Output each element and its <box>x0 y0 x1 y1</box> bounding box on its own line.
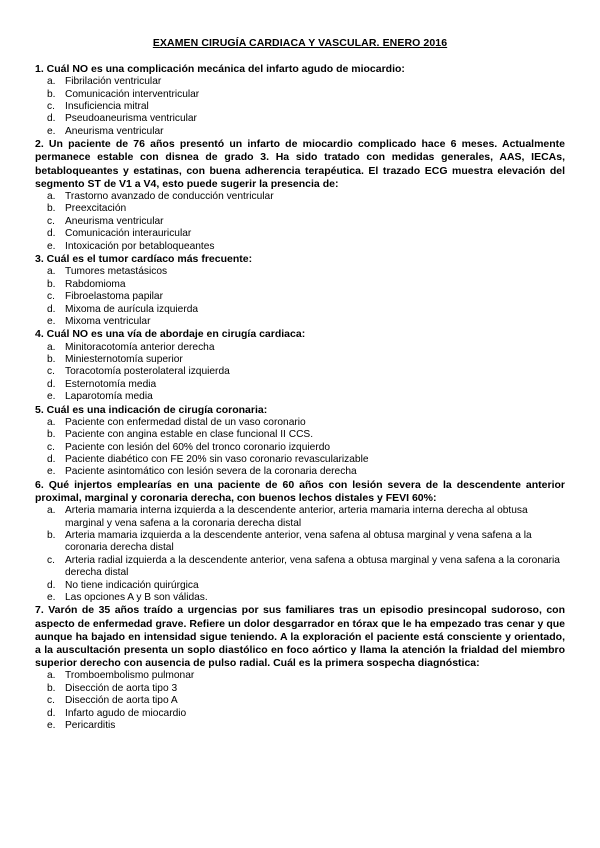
answer-option <box>35 555 565 580</box>
answer-option <box>35 442 565 454</box>
option-letter: c. <box>47 441 55 453</box>
option-letter: b. <box>47 429 56 441</box>
option-text: Arteria radial izquierda a la descendente anterior, vena safena a obtusa marginal y vena safena a la coronaria derecha distal <box>65 554 560 579</box>
option-text: Fibrilación ventricular <box>65 76 162 88</box>
answer-option <box>35 429 565 441</box>
answer-option <box>35 530 565 555</box>
option-letter: c. <box>47 215 55 227</box>
option-text: Mixoma ventricular <box>65 315 151 327</box>
option-text: Arteria mamaria interna izquierda a la descendente anterior, arteria mamaria interna derecha al obtusa marginal y vena safena a la coronaria derecha distal <box>65 505 528 529</box>
answer-option <box>35 228 565 240</box>
question-text: 3. Cuál es el tumor cardíaco más frecuente: <box>35 253 253 266</box>
option-letter: e. <box>47 240 56 252</box>
option-text: Aneurisma ventricular <box>65 215 164 227</box>
question-4 <box>35 328 565 403</box>
option-letter: b. <box>47 682 56 694</box>
answer-option <box>35 126 565 138</box>
option-text: No tiene indicación quirúrgica <box>65 579 199 591</box>
option-text: Las opciones A y B son válidas. <box>65 592 208 604</box>
options-list <box>35 342 565 404</box>
option-text: Toracotomía posterolateral izquierda <box>65 366 230 378</box>
answer-option <box>35 417 565 429</box>
option-text: Miniesternotomía superior <box>65 353 183 365</box>
answer-option <box>35 592 565 604</box>
question-text: 7. Varón de 35 años traído a urgencias por sus familiares tras un episodio presincopal sudoroso, con aspecto de enfermedad grave. Refiere un dolor desgarrador en tórax que le ha empezado tras cenar y que aunque ha bajado en intensidad sigue teniendo. A la exploración el paciente está consciente y orientado, a la auscultación presenta un soplo diastólico en foco aórtico y llama la atención la frialdad del miembro superior derecho con ausencia de pulso radial. Cuál es la primera sospecha diagnóstica: <box>35 604 565 670</box>
option-text: Tumores metastásicos <box>65 266 168 278</box>
answer-option <box>35 101 565 113</box>
answer-option <box>35 304 565 316</box>
option-letter: e. <box>47 592 56 604</box>
answer-option <box>35 720 565 732</box>
option-letter: e. <box>47 315 56 327</box>
option-text: Pericarditis <box>65 720 116 732</box>
option-letter: a. <box>47 416 56 428</box>
option-letter: b. <box>47 353 56 365</box>
options-list <box>35 670 565 732</box>
answer-option <box>35 279 565 291</box>
option-letter: a. <box>47 505 56 517</box>
option-text: Comunicación interventricular <box>65 88 200 100</box>
option-text: Trastorno avanzado de conducción ventricular <box>65 191 274 203</box>
options-list <box>35 191 565 253</box>
option-text: Minitoracotomía anterior derecha <box>65 341 215 353</box>
options-list <box>35 505 565 604</box>
answer-option <box>35 708 565 720</box>
question-6 <box>35 479 565 605</box>
option-text: Comunicación interauricular <box>65 228 192 240</box>
option-letter: c. <box>47 366 55 378</box>
answer-option <box>35 76 565 88</box>
option-text: Arteria mamaria izquierda a la descendente anterior, vena safena al obtusa marginal y vena safena a la coronaria derecha distal <box>65 530 532 554</box>
answer-option <box>35 216 565 228</box>
answer-option <box>35 316 565 328</box>
option-letter: b. <box>47 88 56 100</box>
answer-option <box>35 89 565 101</box>
answer-option <box>35 203 565 215</box>
option-letter: d. <box>47 579 56 591</box>
answer-option <box>35 454 565 466</box>
option-letter: d. <box>47 303 56 315</box>
option-letter: c. <box>47 554 55 566</box>
question-text: 4. Cuál NO es una vía de abordaje en cirugía cardiaca: <box>35 328 306 341</box>
option-text: Disección de aorta tipo 3 <box>65 682 178 694</box>
answer-option <box>35 580 565 592</box>
option-text: Esternotomía media <box>65 378 157 390</box>
answer-option <box>35 670 565 682</box>
option-letter: a. <box>47 670 56 682</box>
option-text: Intoxicación por betabloqueantes <box>65 240 215 252</box>
answer-option <box>35 342 565 354</box>
option-letter: e. <box>47 125 56 137</box>
option-letter: a. <box>47 266 56 278</box>
option-letter: b. <box>47 530 56 541</box>
question-1 <box>35 63 565 138</box>
question-text: 5. Cuál es una indicación de cirugía coronaria: <box>35 403 268 416</box>
answer-option <box>35 266 565 278</box>
option-letter: a. <box>47 341 56 353</box>
question-3 <box>35 253 565 328</box>
option-letter: b. <box>47 278 56 290</box>
answer-option <box>35 113 565 125</box>
answer-option <box>35 191 565 203</box>
questions-list <box>35 63 565 732</box>
option-text: Paciente asintomático con lesión severa de la coronaria derecha <box>65 466 357 478</box>
option-text: Disección de aorta tipo A <box>65 695 178 707</box>
question-5 <box>35 404 565 479</box>
option-letter: c. <box>47 695 55 707</box>
option-text: Fibroelastoma papilar <box>65 291 163 303</box>
answer-option <box>35 391 565 403</box>
question-7 <box>35 604 565 732</box>
option-text: Infarto agudo de miocardio <box>65 707 187 719</box>
option-letter: a. <box>47 191 56 203</box>
option-letter: e. <box>47 720 56 732</box>
option-text: Rabdomioma <box>65 278 126 290</box>
option-letter: e. <box>47 391 56 403</box>
answer-option <box>35 505 565 530</box>
option-text: Laparotomía media <box>65 391 153 403</box>
option-letter: d. <box>47 228 56 240</box>
option-text: Tromboembolismo pulmonar <box>65 670 195 682</box>
option-letter: c. <box>47 291 55 303</box>
answer-option <box>35 466 565 478</box>
option-text: Paciente con lesión del 60% del tronco coronario izquierdo <box>65 441 331 453</box>
option-letter: a. <box>47 76 56 88</box>
option-text: Aneurisma ventricular <box>65 125 164 137</box>
page-title: EXAMEN CIRUGÍA CARDIACA Y VASCULAR. ENERO 2016 <box>152 37 448 49</box>
options-list <box>35 76 565 138</box>
options-list <box>35 417 565 479</box>
option-letter: e. <box>47 466 56 478</box>
question-text: 6. Qué injertos emplearías en una paciente de 60 años con lesión severa de la descendente anterior proximal, marginal y coronaria derecha, con buenos lechos distales y FEVI 60%: <box>35 478 565 504</box>
option-text: Paciente con enfermedad distal de un vaso coronario <box>65 416 306 428</box>
option-letter: c. <box>47 101 55 113</box>
option-letter: b. <box>47 203 56 215</box>
question-text: 2. Un paciente de 76 años presentó un infarto de miocardio complicado hace 6 meses. Actualmente permanece estable con disnea de grado 3. Ha sido tratado con medidas generales, AAS, IECAs, betabloqueantes y estatinas, con buena adherencia terapéutica. El trazado ECG muestra elevación del segmento ST de V1 a V4, esto puede sugerir la presencia de: <box>35 138 565 190</box>
answer-option <box>35 241 565 253</box>
answer-option <box>35 354 565 366</box>
option-text: Insuficiencia mitral <box>65 101 149 113</box>
option-letter: d. <box>47 378 56 390</box>
question-2 <box>35 138 565 253</box>
question-text: 1. Cuál NO es una complicación mecánica del infarto agudo de miocardio: <box>35 63 405 75</box>
option-text: Preexcitación <box>65 203 127 215</box>
answer-option <box>35 291 565 303</box>
options-list <box>35 266 565 328</box>
answer-option <box>35 695 565 707</box>
option-letter: d. <box>47 453 56 465</box>
answer-option <box>35 366 565 378</box>
option-letter: d. <box>47 707 56 719</box>
option-text: Paciente diabético con FE 20% sin vaso coronario revascularizable <box>65 453 369 465</box>
option-letter: d. <box>47 113 56 125</box>
answer-option <box>35 379 565 391</box>
answer-option <box>35 683 565 695</box>
option-text: Pseudoaneurisma ventricular <box>65 113 197 125</box>
option-text: Mixoma de aurícula izquierda <box>65 303 199 315</box>
option-text: Paciente con angina estable en clase funcional II CCS. <box>65 429 314 441</box>
